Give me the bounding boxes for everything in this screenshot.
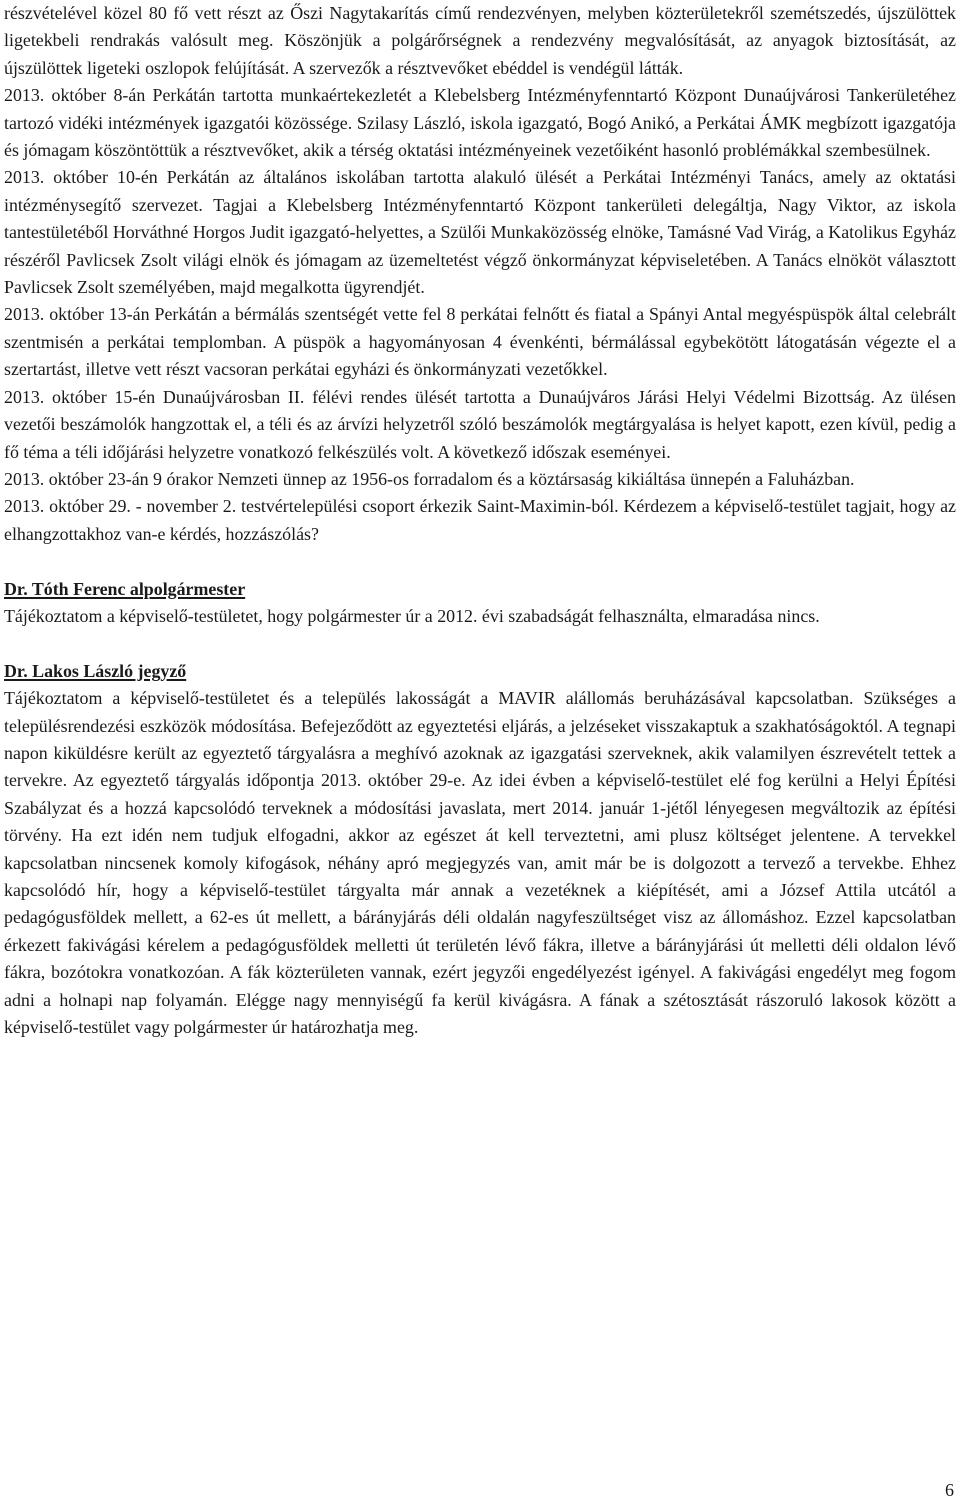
paragraph-munkaertekezlet: 2013. október 8-án Perkátán tartotta munkaértekezletét a Klebelsberg Intézményfenntartó Központ Dunaújvárosi Tankerületéhez tartozó vidéki intézmények igazgatói közössége. Szilasy László, iskola igazgató, Bogó Anikó, a Perkátai ÁMK megbízott igazgatója és jómagam köszöntöttük a résztvevőket, akik a térség oktatási intézményeinek vezetőiként hasonló problémákkal szembesülnek. [4, 85, 956, 161]
paragraph-testvertelepules: 2013. október 29. - november 2. testvértelepülési csoport érkezik Saint-Maximin-ból. Kérdezem a képviselő-testület tagjait, hogy az elhangzottakhoz van-e kérdés, hozzászólás? [4, 496, 956, 544]
paragraph-bermalas: 2013. október 13-án Perkátán a bérmálás szentségét vette fel 8 perkátai felnőtt és fiatal a Spányi Antal megyéspüspök által celebrált szentmisén a perkátai templomban. A püspök a hagyományosan 4 évenkénti, bérmálással egybekötött látogatásán végezte el a szertartást, illetve vett részt vacsoran perkátai egyházi és önkormányzati vezetőkkel. [4, 304, 956, 380]
paragraph-alpolgarmester: Tájékoztatom a képviselő-testületet, hogy polgármester úr a 2012. évi szabadságát felhasználta, elmaradása nincs. [4, 605, 820, 626]
paragraph-vedelmi-bizottsag: 2013. október 15-én Dunaújvárosban II. félévi rendes ülését tartotta a Dunaújváros Járási Helyi Védelmi Bizottság. Az ülésen vezetői beszámolók hangzottak el, a téli és az árvízi helyzetről szóló beszámolók megtárgyalása is helyet kapott, ezen kívül, pedig a fő téma a téli időjárási helyzetre vonatkozó felkészülés volt. A következő időszak eseményei. [4, 386, 956, 462]
page-number: 6 [945, 1480, 954, 1500]
paragraph-nagytakaritas: részvételével közel 80 fő vett részt az Őszi Nagytakarítás című rendezvényen, melyben közterületekről szemétszedés, újszülöttek ligetekbeli rendrakás valósult meg. Köszönjük a polgárőrségnek a rendezvény megvalósítását, az anyagok biztosítását, az újszülöttek ligeteki oszlopok felújítását. A szervezők a résztvevőket ebéddel is vendégül látták. [4, 3, 956, 78]
document-page [4, 0, 956, 1041]
paragraph-intezmenyi-tanacs: 2013. október 10-én Perkátán az általános iskolában tartotta alakuló ülését a Perkátai Intézményi Tanács, amely az oktatási intézménysegítő szervezet. Tagjai a Klebelsberg Intézményfenntartó Központ tankerületi delegáltja, Nagy Viktor, az iskola tantestületéből Horváthné Horgos Judit igazgató-helyettes, a Szülői Munkaközösség elnöke, Tamásné Vad Virág, a Katolikus Egyház részéről Pavlicsek Zsolt világi elnök és jómagam az üzemeltetést végző önkormányzat képviseletében. A Tanács elnököt választott Pavlicsek Zsolt személyében, majd megalkotta ügyrendjét. [4, 167, 956, 298]
speaker-alpolgarmester: Dr. Tóth Ferenc alpolgármester [4, 578, 246, 599]
paragraph-spacer [4, 630, 956, 657]
paragraph-spacer [4, 548, 956, 575]
paragraph-jegyzo: Tájékoztatom a képviselő-testületet és a település lakosságát a MAVIR alállomás beruházásával kapcsolatban. Szükséges a településrendezési eszközök módosítása. Befejeződött az egyeztetési eljárás, a jelzéseket visszakaptuk a szakhatóságoktól. A tegnapi napon kiküldésre került az egyeztető tárgyalásra a meghívó azoknak az igazgatási szerveknek, akik valamilyen észrevételt tettek a tervekre. Az egyeztető tárgyalás időpontja 2013. október 29-e. Az idei évben a képviselő-testület elé fog kerülni a Helyi Építési Szabályzat és a hozzá kapcsolódó terveknek a módosítási javaslata, mert 2014. január 1-jétől lényegesen megváltozik az építési törvény. Ha ezt idén nem tudjuk elfogadni, akkor az egészet át kell terveztetni, ami plusz költséget jelentene. A tervekkel kapcsolatban nincsenek komoly kifogások, néhány apró megjegyzés van, amit már be is dolgozott a tervező a tervekbe. Ehhez kapcsolódó hír, hogy a képviselő-testület tárgyalta már annak a vezetéknek a kiépítését, ami a József Attila utcától a pedagógusföldek mellett, a 62-es út mellett, a bárányjárás déli oldalán nagyfeszültséget visz az állomáshoz. Ezzel kapcsolatban érkezett fakivágási kérelem a pedagógusföldek melletti út területén lévő fákra, illetve a bárányjárási út melletti déli oldalon lévő fákra, bozótokra vonatkozóan. A fák közterületen vannak, ezért jegyzői engedélyezést igényel. A fakivágási engedélyt meg fogom adni a holnapi nap folyamán. Elégge nagy mennyiségű fa kerül kivágásra. A fának a szétosztását rászoruló lakosok között a képviselő-testület vagy polgármester úr határozhatja meg. [4, 688, 956, 1037]
paragraph-nemzeti-unnep: 2013. október 23-án 9 órakor Nemzeti ünnep az 1956-os forradalom és a köztársaság kikiáltása ünnepén a Faluházban. [4, 468, 855, 489]
speaker-jegyzo: Dr. Lakos László jegyző [4, 660, 187, 681]
